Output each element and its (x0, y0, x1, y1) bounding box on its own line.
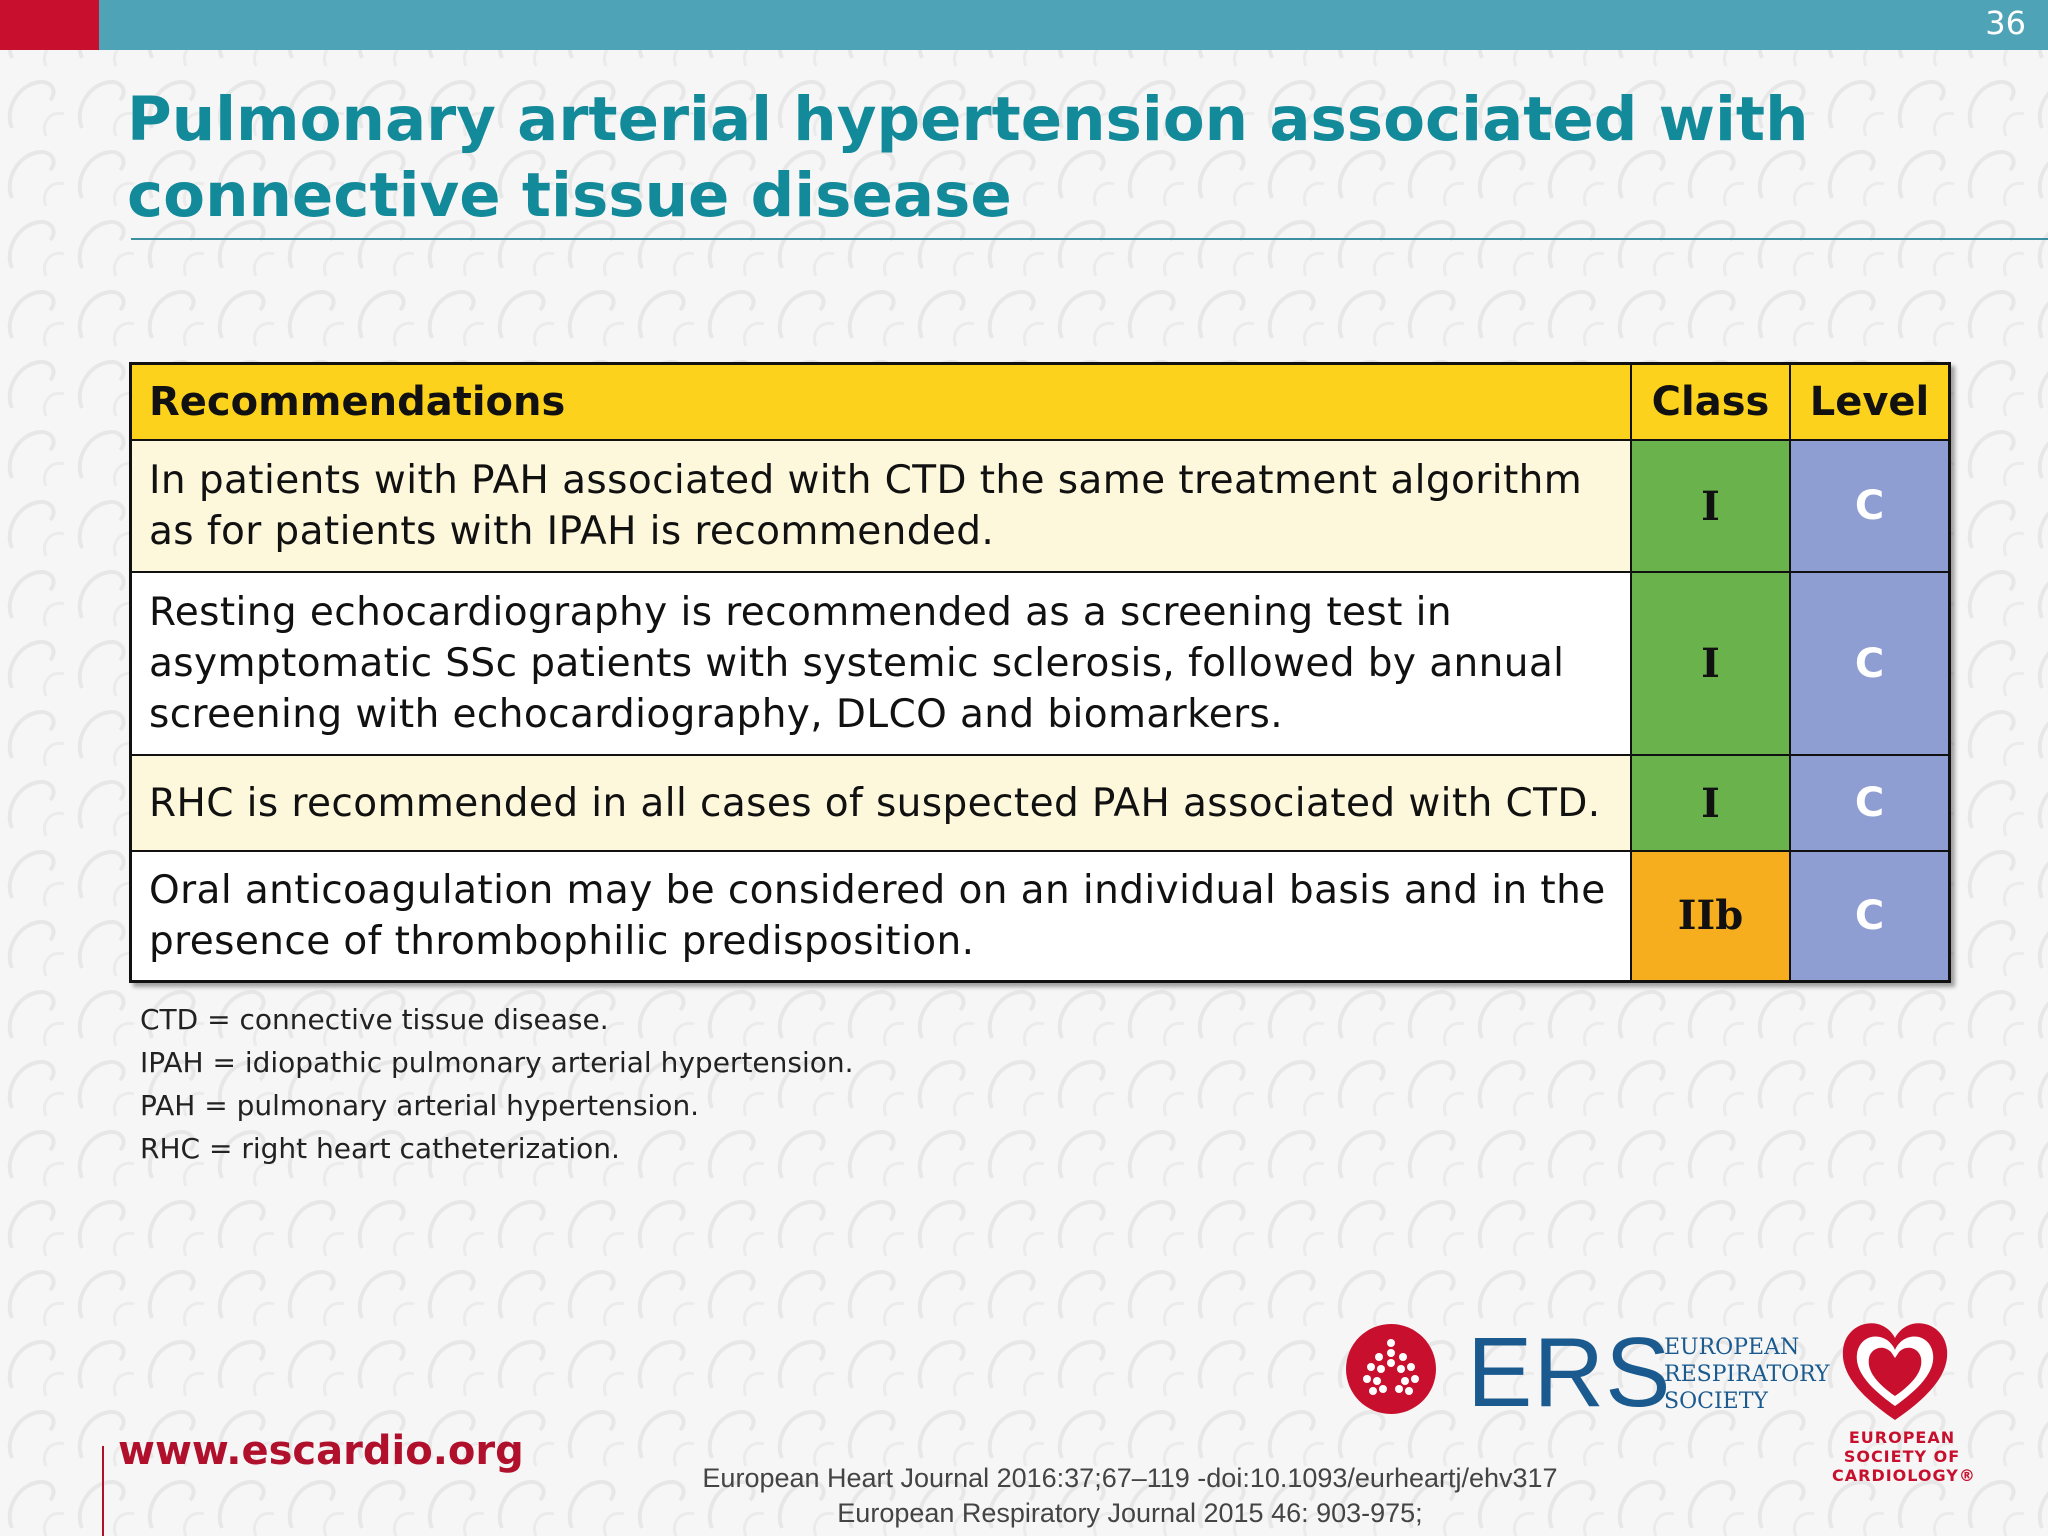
esc-heart-icon (1837, 1316, 1953, 1426)
esc-name-line: SOCIETY OF (1843, 1447, 1961, 1466)
reference-citation: European Respiratory Journal 2015 46: 903-975; (837, 1498, 1423, 1528)
recommendation-line: as for patients with IPAH is recommended. (149, 509, 995, 554)
header-recommendations: Recommendations (131, 364, 1632, 441)
header-class: Class (1631, 364, 1790, 441)
level-cell: C (1790, 440, 1950, 572)
footer-red-rule (102, 1446, 104, 1536)
slide-title (127, 82, 2007, 234)
ers-name-line: SOCIETY (1664, 1389, 1768, 1414)
ers-name-line: EUROPEAN (1664, 1335, 1800, 1360)
level-cell: C (1790, 755, 1950, 851)
table-row (131, 572, 1950, 755)
abbreviation: IPAH = idiopathic pulmonary arterial hypertension. (140, 1046, 854, 1079)
esc-society-name (1832, 1428, 1976, 1485)
ers-lungs-icon (1345, 1323, 1437, 1415)
table-row (131, 851, 1950, 981)
recommendation-text (131, 572, 1632, 755)
recommendation-line: Resting echocardiography is recommended as a screening test in (149, 590, 1452, 635)
recommendation-line: Oral anticoagulation may be considered on an individual basis and in the (149, 867, 1606, 913)
recommendation-line: RHC is recommended in all cases of suspected PAH associated with CTD. (149, 780, 1601, 826)
top-bar (0, 0, 2048, 50)
abbreviation: PAH = pulmonary arterial hypertension. (140, 1089, 700, 1122)
recommendation-line: In patients with PAH associated with CTD the same treatment algorithm (149, 458, 1583, 503)
recommendation-text (131, 851, 1632, 981)
title-line: connective tissue disease (127, 160, 1012, 231)
title-line: Pulmonary arterial hypertension associated with (127, 84, 1809, 155)
recommendations-table (129, 362, 1951, 983)
slide-number: 36 (1985, 4, 2026, 42)
abbreviations-list (140, 998, 854, 1170)
title-divider (131, 238, 2048, 240)
recommendation-line: screening with echocardiography, DLCO and biomarkers. (149, 692, 1284, 737)
recommendation-text (131, 755, 1632, 851)
recommendation-line: presence of thrombophilic predisposition. (149, 918, 975, 964)
ers-name-line: RESPIRATORY (1664, 1362, 1830, 1387)
abbreviation: RHC = right heart catheterization. (140, 1132, 620, 1165)
top-bar-accent (0, 0, 99, 50)
class-cell: I (1631, 440, 1790, 572)
level-cell: C (1790, 851, 1950, 981)
table-row (131, 440, 1950, 572)
abbreviation: CTD = connective tissue disease. (140, 1003, 609, 1036)
level-cell: C (1790, 572, 1950, 755)
table-row (131, 755, 1950, 851)
table-header-row (131, 364, 1950, 441)
reference-citation: European Heart Journal 2016:37;67–119 -doi:10.1093/eurheartj/ehv317 (702, 1463, 1558, 1493)
esc-name-line: CARDIOLOGY® (1832, 1466, 1976, 1485)
esc-name-line: EUROPEAN (1848, 1428, 1956, 1447)
class-cell: IIb (1631, 851, 1790, 981)
website-link[interactable]: www.escardio.org (118, 1428, 524, 1474)
recommendation-text (131, 440, 1632, 572)
ers-society-name (1664, 1334, 1830, 1415)
ers-acronym: ERS (1467, 1317, 1672, 1427)
class-cell: I (1631, 755, 1790, 851)
class-cell: I (1631, 572, 1790, 755)
header-level: Level (1790, 364, 1950, 441)
recommendation-line: asymptomatic SSc patients with systemic sclerosis, followed by annual (149, 641, 1565, 686)
